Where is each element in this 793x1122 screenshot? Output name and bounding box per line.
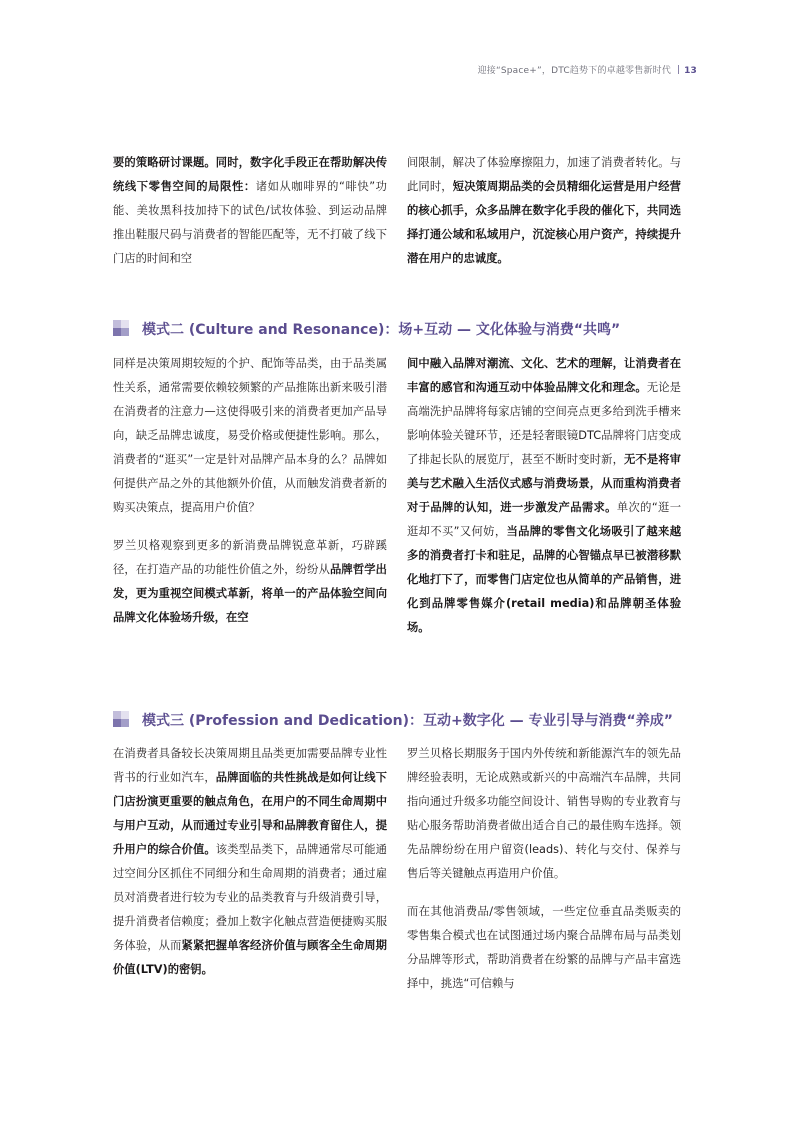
paragraph (113, 742, 387, 982)
emphasized-text: 紧紧把握单客经济价值与顾客全生命周期价值(LTV)的密钥。 (113, 939, 387, 976)
header-title: 迎接“Space+”，DTC趋势下的卓越零售新时代 (477, 66, 672, 76)
mode-2-right-column (407, 352, 681, 640)
top-right-column (407, 151, 681, 271)
body-text: 在消费者具备较长决策周期且品类更加需要品牌专业性背书的行业如汽车， (113, 747, 387, 784)
section-title: 模式二 (Culture and Resonance)：场+互动 — 文化体验与消费“共鸣” (142, 322, 621, 338)
body-text: 罗兰贝格长期服务于国内外传统和新能源汽车的领先品牌经验表明，无论成熟或新兴的中高端汽车品牌，共同指向通过升级多功能空间设计、销售导购的专业教育与贴心服务帮助消费者做出适合自己的最佳购车选择。领先品牌纷纷在用户留资(leads)、转化与交付、保养与售后等关键触点再造用户价值。 (407, 747, 681, 880)
running-header (478, 63, 697, 76)
body-text: 间限制，解决了体验摩擦阻力，加速了消费者转化。与此同时， (407, 156, 681, 193)
section-heading-mode-3 (113, 710, 693, 734)
top-left-column (113, 151, 387, 271)
emphasized-text: 品牌哲学出发，更为重视空间模式革新，将单一的产品体验空间向品牌文化体验场升级，在空 (113, 563, 387, 624)
paragraph (113, 151, 387, 271)
section-heading-mode-2 (113, 319, 693, 343)
body-text: 而在其他消费品/零售领域，一些定位垂直品类贩卖的零售集合模式也在试图通过场内聚合品牌布局与品类划分品牌等形式，帮助消费者在纷繁的品牌与产品丰富选择中，挑选“可信赖与 (407, 905, 681, 990)
mode-2-left-column (113, 352, 387, 630)
header-divider (678, 65, 679, 74)
mode-3-left-column (113, 742, 387, 982)
section-title: 模式三 (Profession and Dedication)：互动+数字化 — 专业引导与消费“养成” (142, 713, 673, 729)
section-marker-icon (113, 711, 129, 727)
emphasized-text: 间中融入品牌对潮流、文化、艺术的理解，让消费者在丰富的感官和沟通互动中体验品牌文化和理念。 (407, 357, 681, 394)
page-number: 13 (684, 66, 697, 76)
body-text: 无论是高端洗护品牌将每家店铺的空间亮点更多给到洗手槽来影响体验关键环节，还是轻奢眼镜DTC品牌将门店变成了排起长队的展览厅，甚至不断时变时新， (407, 381, 681, 466)
body-text: 单次的“逛一逛却不买”又何妨， (407, 501, 681, 538)
paragraph (113, 352, 387, 520)
emphasized-text: 要的策略研讨课题。同时， (113, 156, 251, 169)
paragraph (113, 534, 387, 630)
emphasized-text: 无不是将审美与艺术融入生活仪式感与消费场景，从而重构消费者对于品牌的认知，进一步激发产品需求。 (407, 453, 681, 514)
section-marker-icon (113, 320, 129, 336)
paragraph (407, 151, 681, 271)
paragraph (407, 352, 681, 640)
paragraph (407, 900, 681, 996)
emphasized-text: 当品牌的零售文化场吸引了越来越多的消费者打卡和驻足，品牌的心智锚点早已被潜移默化地打下了，而零售门店定位也从简单的产品销售，进化到品牌零售媒介(retail media)和品牌朝圣体验场。 (407, 525, 681, 634)
emphasized-text: 短决策周期品类的会员精细化运营是用户经营的核心抓手，众多品牌在数字化手段的催化下，共同选择打通公域和私域用户，沉淀核心用户资产，持续提升潜在用户的忠诚度。 (407, 180, 681, 265)
body-text: 该类型品类下，品牌通常尽可能通过空间分区抓住不同细分和生命周期的消费者；通过雇员对消费者进行较为专业的品类教育与升级消费引导，提升消费者信赖度；叠加上数字化触点营造便捷购买服务体验，从而 (113, 843, 387, 952)
mode-3-right-column (407, 742, 681, 996)
body-text: 诸如从咖啡界的“啡快”功能、美妆黑科技加持下的试色/试妆体验、到运动品牌推出鞋服尺码与消费者的智能匹配等，无不打破了线下门店的时间和空 (113, 180, 387, 265)
paragraph (407, 742, 681, 886)
emphasized-text: 品牌面临的共性挑战是如何让线下门店扮演更重要的触点角色，在用户的不同生命周期中与用户互动，从而通过专业引导和品牌教育留住人，提升用户的综合价值。 (113, 771, 387, 856)
body-text: 罗兰贝格观察到更多的新消费品牌锐意革新，巧辟蹊径，在打造产品的功能性价值之外，纷纷从 (113, 539, 387, 576)
emphasized-text: 数字化手段正在帮助解决传统线下零售空间的局限性： (113, 156, 387, 193)
body-text: 同样是决策周期较短的个护、配饰等品类，由于品类属性关系，通常需要依赖较频繁的产品推陈出新来吸引潜在消费者的注意力—这使得吸引来的消费者更加产品导向，缺乏品牌忠诚度，易受价格或便捷性影响。那么，消费者的“逛买”一定是针对品牌产品本身的么？品牌如何提供产品之外的其他额外价值，从而触发消费者新的购买决策点，提高用户价值？ (113, 357, 387, 514)
